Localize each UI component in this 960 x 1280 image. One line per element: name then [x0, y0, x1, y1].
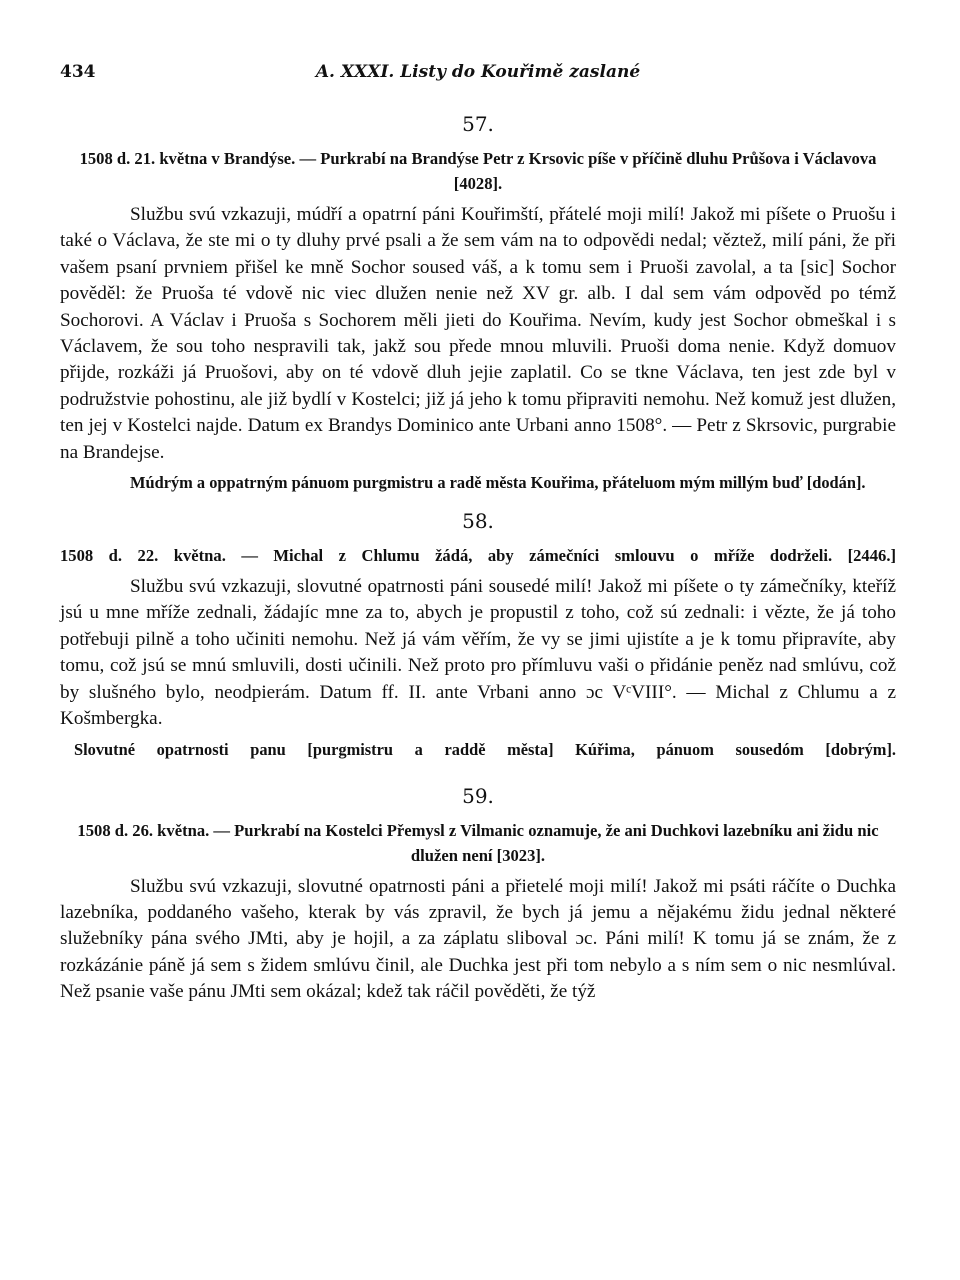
page-number: 434: [60, 62, 96, 82]
letter-text: Službu svú vzkazuji, múdří a opatrní páni Kouřimští, přátelé moji milí! Jakož mi píšete o Pruošu i také o Václava, že ste mi o ty dluhy prvé psali a že sem vám na to odpovědi nedal; věztež, milí páni, že při vašem psaní prvniem přišel ke mně Sochor soused váš, a k tomu sem i Pruoši zavolal, a ta [sic] Sochor pověděl: že Pruoša té vdově nic viec dlužen nenie než XV gr. alb. I dal sem vám odpověd po témž Sochorovi. A Václav i Pruoša s Sochorem měli jieti do Kouřima. Nevím, kudy jest Sochor obmeškal i s Václavem, že sou toho nespravili tak, jakž sou přede mnou mluvili. Pruoši doma nenie. Když domuov přijde, rozkáži já Pruošovi, aby on té vdově dluh jejie zaplatil. Co se tkne Václava, ten jest zde byl v podružstvie pohostinu, ale již bydlí v Kostelci; již já jeho k tomu připraviti nemohu. Než komuž jest dlužen, ten jej v Kostelci najde. Datum ex Brandys Dominico ante Urbani anno 1508°. — Petr z Skrsovic, purgrabie na Brandejse.: [60, 204, 896, 463]
running-title: A. XXXI. Listy do Kouřimě zaslané: [315, 62, 641, 82]
letter-text: Službu svú vzkazuji, slovutné opatrnosti páni a přietelé moji milí! Jakož mi psáti ráčíte o Duchka lazebníka, poddaného vašeho, kterak by vás zpravil, že bych já jemu a nějakému židu jednal některé služebníky pána svého JMti, aby je hojil, a za záplatu sliboval ɔc. Páni milí! K tomu já se znám, že z rozkázánie páně já sem s židem smlúvu činil, ale Duchka jest při tom nebylo a s ním sem o nic nesmlúval. Než psanie vaše pánu JMti sem okázal; kdež tak ráčil pověděti, že týž: [60, 875, 896, 1003]
entry-regest: 1508 d. 26. května. — Purkrabí na Kostelci Přemysl z Vilmanic oznamuje, že ani Duchkovi lazebníku ani židu nic dlužen není [3023].: [77, 820, 879, 865]
entry-number: 57.: [462, 112, 494, 136]
entry-regest: 1508 d. 21. května v Brandýse. — Purkrabí na Brandýse Petr z Krsovic píše v příčině dluhu Průšova i Václavova [4028].: [79, 149, 877, 193]
letter-address: Slovutné opatrnosti panu [purgmistru a raddě města] Kúřima, pánuom sousedóm [dobrým].: [74, 739, 896, 759]
letter-57: [60, 112, 896, 495]
letter-58: [60, 509, 896, 761]
entry-number: 59.: [462, 783, 494, 808]
running-head: [60, 52, 896, 92]
letter-address: Múdrým a oppatrným pánuom purgmistru a radě města Kouřima, přáteluom mým millým buď [dodán].: [130, 473, 866, 493]
letter-text: Službu svú vzkazuji, slovutné opatrnosti páni sousedé milí! Jakož mi píšete o ty zámečníky, kteříž jsú u mne mříže zednali, žádajíc mne za to, abych je propustil z toho, což sú zednali: i vězte, že já toho potřebuji pilně a toho učiniti nemohu. Než já vám věřím, že vy se jimi ujistíte a je k tomu připravíte, aby tomu, což jsú se mnú smluvili, dosti učinili. Než proto pro přímluvu vaši o přidánie peněz nad smlúvu, což by slušného bylo, neodpierám. Datum ff. II. ante Vrbani anno ɔc VᶜVIII°. — Michal z Chlumu a z Košmbergka.: [60, 576, 896, 730]
letter-59: [60, 784, 896, 1006]
entry-regest: 1508 d. 22. května. — Michal z Chlumu žádá, aby zámečníci smlouvu o mříže dodrželi. [2446.]: [60, 546, 896, 566]
entry-number: 58.: [462, 509, 494, 534]
